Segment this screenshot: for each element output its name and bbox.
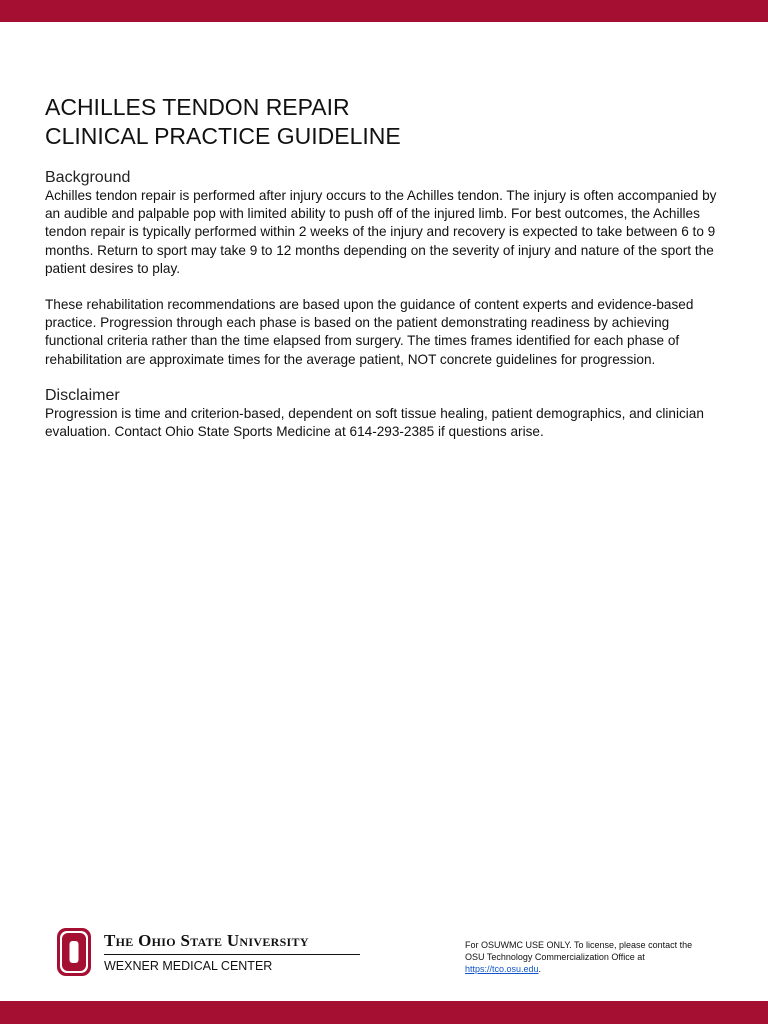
background-heading: Background (45, 169, 131, 186)
background-paragraph-1: Achilles tendon repair is performed after injury occurs to the Achilles tendon. The injury is often accompanied by an audible and palpable pop with limited ability to push off of the injured limb. For best outcomes, the Achilles tendon repair is typically performed within 2 weeks of the injury and recovery is expected to take between 6 to 9 months. Return to sport may take 9 to 12 months depending on the severity of injury and nature of the sport the patient desires to play. (45, 188, 717, 276)
disclaimer-paragraph: Progression is time and criterion-based, dependent on soft tissue healing, patient demographics, and clinician evaluation. Contact Ohio State Sports Medicine at 614-293-2385 if questions arise. (45, 405, 704, 440)
document-title-line-2: CLINICAL PRACTICE GUIDELINE (45, 123, 401, 149)
block-o-logo-icon (56, 927, 92, 977)
bottom-brand-bar (0, 1001, 768, 1024)
logo-divider (104, 954, 360, 955)
license-notice (465, 939, 705, 975)
document-body (45, 93, 725, 441)
disclaimer-section (45, 386, 725, 441)
document-title-line-1: ACHILLES TENDON REPAIR (45, 94, 350, 120)
disclaimer-heading: Disclaimer (45, 386, 120, 404)
document-title (45, 93, 725, 151)
university-name: The Ohio State University (104, 931, 309, 950)
license-text-end: . (538, 964, 542, 974)
page-footer (56, 927, 736, 983)
logo-wordmark (104, 931, 360, 974)
license-text: For OSUWMC USE ONLY. To license, please contact the OSU Technology Commercialization Office at (465, 940, 693, 962)
background-paragraph-2: These rehabilitation recommendations are based upon the guidance of content experts and evidence-based practice. Progression through each phase is based on the patient demonstrating readiness by achieving functional criteria rather than the time elapsed from surgery. The times frames identified for each phase of rehabilitation are approximate times for the average patient, NOT concrete guidelines for progression. (45, 297, 694, 367)
medical-center-name: WEXNER MEDICAL CENTER (104, 959, 273, 973)
top-brand-bar (0, 0, 768, 22)
background-section (45, 168, 725, 369)
license-link[interactable]: https://tco.osu.edu (465, 964, 539, 974)
